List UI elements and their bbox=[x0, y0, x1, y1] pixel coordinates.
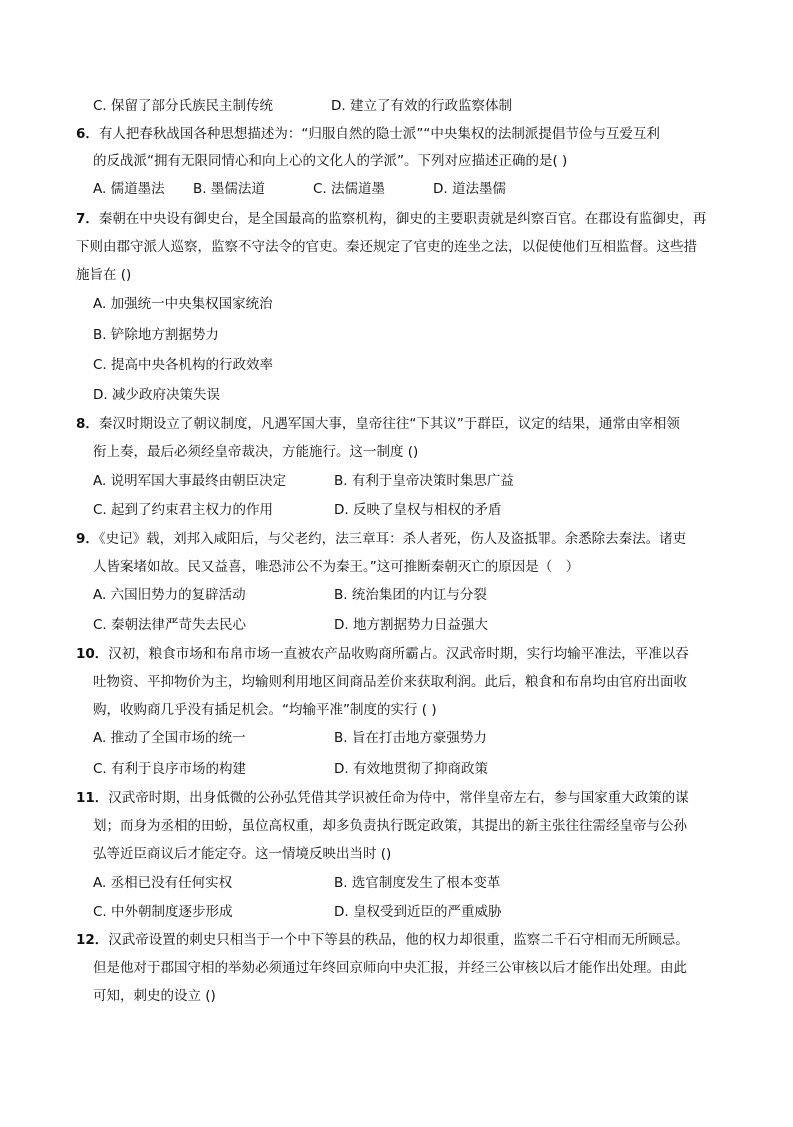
q9-stem-text-1: 《史记》载，刘邦入咸阳后，与父老约，法三章耳：杀人者死，伤人及盗抵罪。余悉除去秦法。诸吏 bbox=[98, 531, 687, 547]
q8-option-b: B. 有利于皇帝决策时集思广益 bbox=[334, 473, 514, 489]
q6-option-d: D. 道法墨儒 bbox=[433, 181, 506, 197]
q10-option-c: C. 有利于良序市场的构建 bbox=[93, 761, 247, 777]
q7-stem-line-1 bbox=[76, 209, 706, 229]
q7-stem-line-2: 下则由郡守派人巡察，监察不守法令的官吏。秦还规定了官吏的连坐之法，以促使他们互相监督。这些措 bbox=[76, 239, 697, 255]
q7-option-b: B. 铲除地方割据势力 bbox=[93, 327, 219, 343]
q6-option-b: B. 墨儒法道 bbox=[193, 181, 265, 197]
q6-stem-line-2: 的反战派“拥有无限同情心和向上心的文化人的学派”。下列对应描述正确的是( ) bbox=[93, 153, 568, 169]
q8-stem-line-2: 衔上奏，最后必须经皇帝裁决，方能施行。这一制度 () bbox=[93, 444, 419, 460]
q11-stem-text-1: 汉武帝时期，出身低微的公孙弘凭借其学识被任命为侍中，常伴皇帝左右，参与国家重大政策的谋 bbox=[108, 790, 689, 806]
q6-stem-line-1 bbox=[76, 124, 660, 144]
q8-number: 8 bbox=[76, 416, 86, 432]
q5-option-d: D. 建立了有效的行政监察体制 bbox=[331, 98, 512, 114]
q11-stem-line-2: 划；而身为丞相的田蚡，虽位高权重，却多负责执行既定政策，其提出的新主张往往需经皇帝与公孙 bbox=[93, 818, 687, 834]
q9-number: 9 bbox=[76, 531, 86, 547]
q8-option-d: D. 反映了皇权与相权的矛盾 bbox=[334, 502, 502, 518]
q11-number-dot: ． bbox=[94, 790, 109, 806]
q11-option-a: A. 丞相已没有任何实权 bbox=[93, 875, 233, 891]
q7-stem-text-1: 秦朝在中央设有御史台，是全国最高的监察机构，御史的主要职责就是纠察百官。在郡设有监御史，再 bbox=[98, 211, 707, 227]
q12-number: 12 bbox=[76, 932, 95, 948]
q11-option-b: B. 选官制度发生了根本变革 bbox=[334, 875, 501, 891]
q5-option-c: C. 保留了部分氏族民主制传统 bbox=[93, 98, 274, 114]
q12-number-dot: ． bbox=[94, 932, 109, 948]
q10-option-b: B. 旨在打击地方豪强势力 bbox=[334, 730, 487, 746]
q9-stem-line-1 bbox=[76, 529, 686, 549]
q10-stem-line-1 bbox=[76, 644, 689, 664]
q7-number: 7 bbox=[76, 211, 86, 227]
q7-stem-line-3: 施旨在 () bbox=[76, 267, 132, 283]
q11-option-c: C. 中外朝制度逐步形成 bbox=[93, 904, 233, 920]
q11-stem-line-3: 弘等近臣商议后才能定夺。这一情境反映出当时 () bbox=[93, 846, 392, 862]
q6-number: 6 bbox=[76, 126, 86, 142]
q11-option-d: D. 皇权受到近臣的严重威胁 bbox=[334, 904, 502, 920]
q10-number-dot: ． bbox=[94, 646, 109, 662]
q8-stem-line-1 bbox=[76, 414, 680, 434]
q9-option-a: A. 六国旧势力的复辟活动 bbox=[93, 587, 246, 603]
q8-stem-text-1: 秦汉时期设立了朝议制度，凡遇军国大事，皇帝往往“下其议”于群臣，议定的结果，通常由宰相领 bbox=[98, 416, 680, 432]
q10-stem-line-3: 购，收购商几乎没有插足机会。“均输平准”制度的实行 ( ) bbox=[93, 702, 437, 718]
q6-number-dot: ． bbox=[85, 126, 99, 142]
q12-stem-line-2: 但是他对于郡国守相的举劾必须通过年终回京师向中央汇报，并经三公审核以后才能作出处理。由此 bbox=[93, 960, 687, 976]
q12-stem-line-3: 可知，刺史的设立 () bbox=[93, 988, 216, 1004]
q8-option-c: C. 起到了约束君主权力的作用 bbox=[93, 502, 274, 518]
q9-option-b: B. 统治集团的内讧与分裂 bbox=[334, 587, 487, 603]
q9-option-c: C. 秦朝法律严苛失去民心 bbox=[93, 617, 247, 633]
q10-option-a: A. 推动了全国市场的统一 bbox=[93, 730, 246, 746]
q12-stem-text-1: 汉武帝设置的刺史只相当于一个中下等县的秩品，他的权力却很重，监察二千石守相而无所顾忌。 bbox=[108, 932, 689, 948]
q10-stem-text-1: 汉初，粮食市场和布帛市场一直被农产品收购商所霸占。汉武帝时期，实行均输平准法，平准以吞 bbox=[108, 646, 689, 662]
q7-option-c: C. 提高中央各机构的行政效率 bbox=[93, 357, 274, 373]
q7-option-d: D. 减少政府决策失误 bbox=[93, 387, 220, 403]
q6-option-c: C. 法儒道墨 bbox=[313, 181, 386, 197]
q11-number: 11 bbox=[76, 790, 95, 806]
q6-stem-text-1: 有人把春秋战国各种思想描述为：“归服自然的隐士派”“中央集权的法制派提倡节俭与互爱互利 bbox=[98, 126, 660, 142]
q10-option-d: D. 有效地贯彻了抑商政策 bbox=[334, 761, 488, 777]
q6-option-a: A. 儒道墨法 bbox=[93, 181, 165, 197]
q10-number: 10 bbox=[76, 646, 95, 662]
q9-stem-line-2: 人皆案堵如故。民又益喜，唯恐沛公不为秦王。”这可推断秦朝灭亡的原因是（ ） bbox=[93, 559, 580, 575]
q7-option-a: A. 加强统一中央集权国家统治 bbox=[93, 296, 273, 312]
q8-option-a: A. 说明军国大事最终由朝臣决定 bbox=[93, 473, 287, 489]
q8-number-dot: ． bbox=[85, 416, 99, 432]
q7-number-dot: ． bbox=[85, 211, 99, 227]
q9-number-dot: ． bbox=[85, 531, 99, 547]
q12-stem-line-1 bbox=[76, 930, 689, 950]
q9-option-d: D. 地方割据势力日益强大 bbox=[334, 617, 488, 633]
q10-stem-line-2: 吐物资、平抑物价为主，均输则利用地区间商品差价来获取利润。此后，粮食和布帛均由官府出面收 bbox=[93, 674, 687, 690]
q11-stem-line-1 bbox=[76, 788, 689, 808]
